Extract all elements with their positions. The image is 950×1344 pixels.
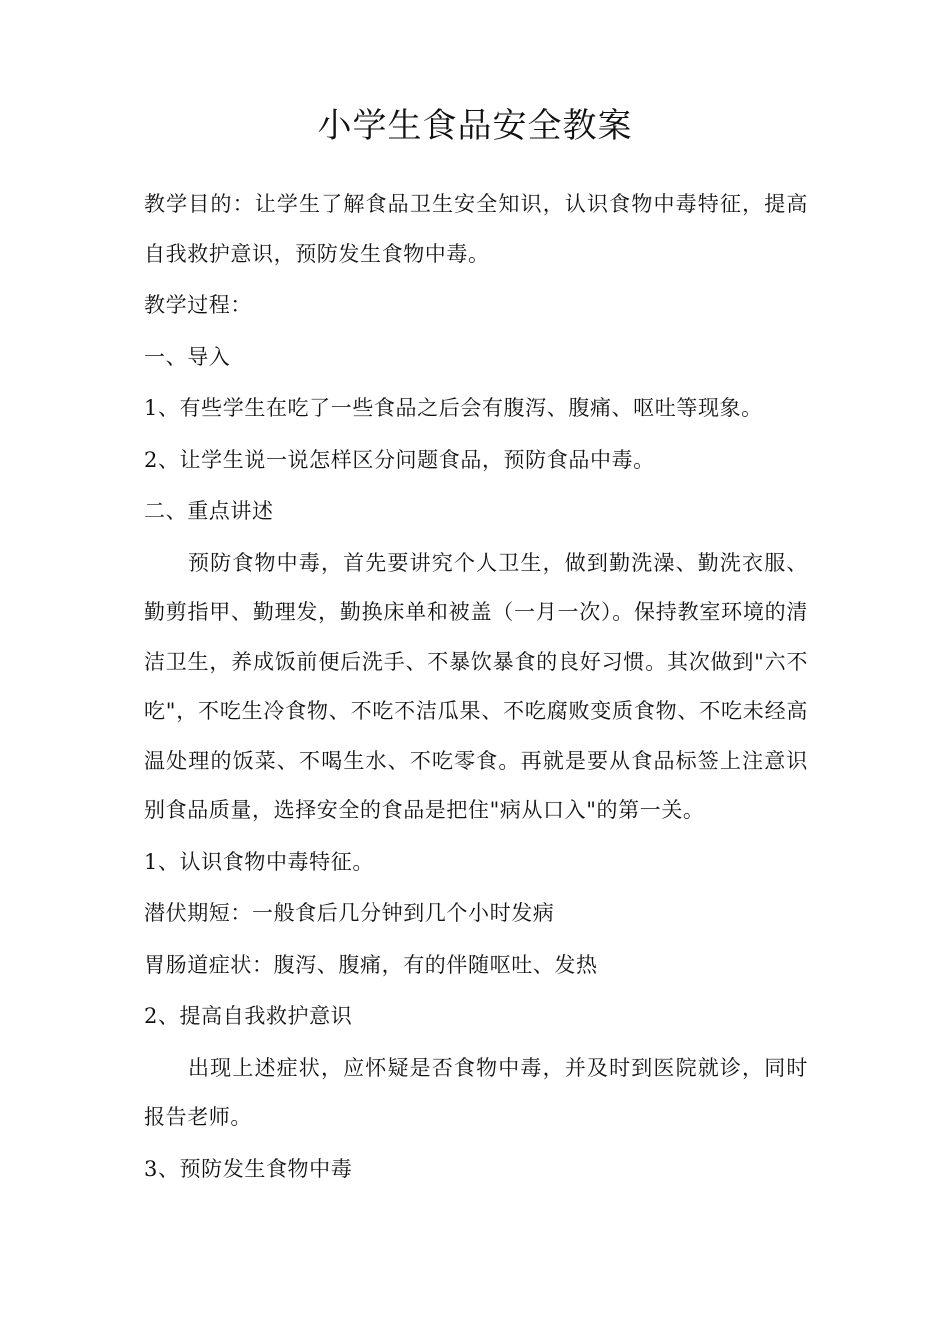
section-heading-key-points: 二、重点讲述 bbox=[144, 499, 274, 523]
subheading-self-rescue: 2、提高自我救护意识 bbox=[144, 1004, 353, 1028]
list-item-1: 1、有些学生在吃了一些食品之后会有腹泻、腹痛、呕吐等现象。 bbox=[144, 396, 763, 420]
paragraph-prevention: 预防食物中毒，首先要讲究个人卫生，做到勤洗澡、勤洗衣服、勤剪指甲、勤理发，勤换床单和被盖（一月一次）。保持教室环境的清洁卫生，养成饭前便后洗手、不暴饮暴食的良好习惯。其次做到"六不吃"，不吃生冷食物、不吃不洁瓜果、不吃腐败变质食物、不吃未经高温处理的饭菜、不喝生水、不吃零食。再就是要从食品标签上注意识别食品质量，选择安全的食品是把住"病从口入"的第一关。 bbox=[144, 550, 808, 822]
document-body bbox=[144, 180, 808, 1196]
section-heading-intro: 一、导入 bbox=[144, 344, 231, 369]
paragraph-objective: 教学目的：让学生了解食品卫生安全知识，认识食物中毒特征，提高自我救护意识，预防发生食物中毒。 bbox=[144, 192, 808, 266]
subheading-symptoms: 1、认识食物中毒特征。 bbox=[144, 849, 374, 874]
paragraph-self-rescue: 出现上述症状，应怀疑是否食物中毒，并及时到医院就诊，同时报告老师。 bbox=[144, 1055, 808, 1129]
paragraph-process-heading: 教学过程： bbox=[144, 293, 252, 317]
symptom-incubation: 潜伏期短：一般食后几分钟到几个小时发病 bbox=[144, 901, 555, 925]
subheading-prevent-poisoning: 3、预防发生食物中毒 bbox=[144, 1156, 353, 1181]
symptom-gastrointestinal: 胃肠道症状：腹泻、腹痛，有的伴随呕吐、发热 bbox=[144, 952, 598, 977]
list-item-2: 2、让学生说一说怎样区分问题食品，预防食品中毒。 bbox=[144, 447, 655, 472]
document-title: 小学生食品安全教案 bbox=[317, 106, 633, 146]
